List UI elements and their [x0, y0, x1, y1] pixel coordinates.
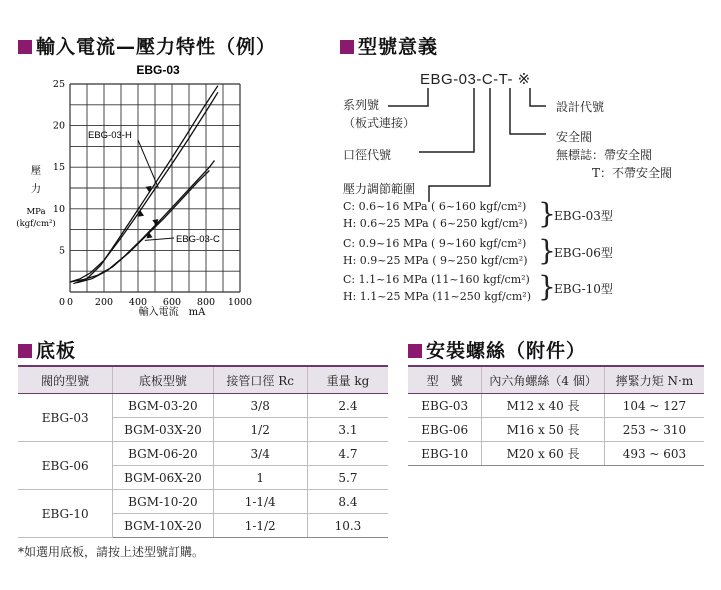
valve-model-cell: EBG-10 [18, 490, 113, 538]
weight-cell: 8.4 [307, 490, 388, 514]
range-c-03: C: 0.6~16 MPa ( 6~160 kgf/cm²) [343, 200, 527, 213]
square-bullet-icon [18, 344, 32, 358]
base-model-cell: BGM-10X-20 [113, 514, 213, 538]
port-size-cell: 1-1/4 [213, 490, 307, 514]
safety-t-option: T：不帶安全閥 [592, 166, 673, 180]
y-tick-label: 15 [52, 162, 65, 174]
x-tick-label: 200 [94, 297, 114, 308]
series-label-leader [145, 238, 174, 240]
base-plate-table [18, 365, 388, 538]
range-model-06: EBG-06型 [554, 246, 613, 260]
table-row [18, 442, 388, 466]
weight-cell: 3.1 [307, 418, 388, 442]
model-code: EBG-03-C-T- ※ [420, 71, 531, 88]
y-axis-label-line: (kgf/cm²) [16, 219, 56, 229]
column-header: 型 號 [408, 366, 482, 394]
series-line-down [77, 161, 215, 283]
y-tick-label: 10 [52, 203, 65, 215]
port-size-cell: 1-1/2 [213, 514, 307, 538]
port-size-cell: 3/8 [213, 394, 307, 418]
series-label: 系列號 [343, 98, 380, 112]
square-bullet-icon [18, 40, 32, 54]
curve-section-title: 輸入電流—壓力特性（例） [18, 32, 276, 59]
range-c-10: C: 1.1~16 MPa (11~160 kgf/cm²) [343, 273, 530, 286]
y-axis-label-line: 壓 [31, 166, 41, 177]
pressure-curve-chart [0, 58, 320, 328]
base-model-cell: BGM-03-20 [113, 394, 213, 418]
brace-icon: } [538, 270, 556, 303]
base-model-cell: BGM-06-20 [113, 442, 213, 466]
torque-cell: 104 ~ 127 [604, 394, 704, 418]
x-tick-label: 600 [162, 297, 182, 308]
column-header: 閥的型號 [18, 366, 113, 394]
series-line-down [73, 86, 218, 284]
design-label: 設計代號 [556, 100, 605, 114]
column-header: 底板型號 [113, 366, 213, 394]
port-size-cell: 1/2 [213, 418, 307, 442]
base-table-note: *如選用底板，請按上述型號訂購。 [18, 545, 205, 559]
x-tick-label: 0 [66, 297, 74, 308]
range-h-10: H: 1.1~25 MPa (11~250 kgf/cm²) [343, 290, 531, 303]
y-axis-label-line: MPa [26, 207, 46, 217]
range-c-06: C: 0.9~16 MPa ( 9~160 kgf/cm²) [343, 237, 527, 250]
square-bullet-icon [340, 40, 354, 54]
base-section-title: 底板 [18, 336, 76, 363]
range-h-03: H: 0.6~25 MPa ( 6~250 kgf/cm²) [343, 217, 528, 230]
table-row [408, 442, 704, 466]
column-header: 重量 kg [307, 366, 388, 394]
weight-cell: 5.7 [307, 466, 388, 490]
y-tick-label: 5 [58, 245, 65, 257]
size-label: 口徑代號 [343, 148, 392, 162]
y-tick-label: 0 [58, 297, 65, 308]
x-tick-label: 1000 [227, 297, 253, 308]
model-section-title: 型號意義 [340, 32, 438, 59]
series-line-up [70, 171, 209, 283]
table-row [408, 394, 704, 418]
port-size-cell: 1 [213, 466, 307, 490]
port-size-cell: 3/4 [213, 442, 307, 466]
x-tick-label: 400 [128, 297, 148, 308]
bolt-cell: M20 x 60 長 [482, 442, 605, 466]
base-model-cell: BGM-03X-20 [113, 418, 213, 442]
valve-model-cell: EBG-03 [18, 394, 113, 442]
model-cell: EBG-06 [408, 418, 482, 442]
chart-x-label: 輸入電流 mA [138, 307, 206, 318]
chart-curves [70, 86, 220, 284]
safety-none-option: 無標誌：帶安全閥 [556, 148, 653, 162]
table-row [18, 490, 388, 514]
weight-cell: 4.7 [307, 442, 388, 466]
mounting-bolt-table [408, 365, 704, 466]
model-cell: EBG-10 [408, 442, 482, 466]
torque-cell: 493 ~ 603 [604, 442, 704, 466]
y-axis-label-line: 力 [31, 184, 41, 195]
safety-label: 安全閥 [556, 130, 593, 144]
series-label: EBG-03-H [88, 130, 132, 141]
valve-model-cell: EBG-06 [18, 442, 113, 490]
chart-svg [0, 58, 320, 328]
bolt-cell: M12 x 40 長 [482, 394, 605, 418]
torque-cell: 253 ~ 310 [604, 418, 704, 442]
brace-icon: } [538, 234, 556, 267]
square-bullet-icon [408, 344, 422, 358]
table-row [408, 418, 704, 442]
column-header: 擰緊力矩 N·m [604, 366, 704, 394]
x-tick-label: 800 [196, 297, 216, 308]
weight-cell: 2.4 [307, 394, 388, 418]
chart-y-label [16, 165, 55, 229]
range-h-06: H: 0.9~25 MPa ( 9~250 kgf/cm²) [343, 254, 528, 267]
chart-title: EBG-03 [136, 63, 180, 77]
y-tick-label: 20 [52, 120, 65, 132]
base-model-cell: BGM-10-20 [113, 490, 213, 514]
series-label: EBG-03-C [176, 234, 220, 245]
table-header-row [408, 366, 704, 394]
brace-icon: } [538, 197, 556, 230]
table-row [18, 394, 388, 418]
model-cell: EBG-03 [408, 394, 482, 418]
range-model-10: EBG-10型 [554, 282, 613, 296]
table-header-row [18, 366, 388, 394]
bolt-cell: M16 x 50 長 [482, 418, 605, 442]
range-model-03: EBG-03型 [554, 209, 613, 223]
y-tick-label: 25 [52, 79, 65, 90]
bolt-section-title: 安裝螺絲（附件） [408, 336, 586, 363]
base-model-cell: BGM-06X-20 [113, 466, 213, 490]
range-label: 壓力調節範圍 [343, 182, 416, 196]
column-header: 內六角螺絲（4 個） [482, 366, 605, 394]
column-header: 接管口徑 Rc [213, 366, 307, 394]
series-note: （板式連接） [343, 116, 416, 130]
weight-cell: 10.3 [307, 514, 388, 538]
